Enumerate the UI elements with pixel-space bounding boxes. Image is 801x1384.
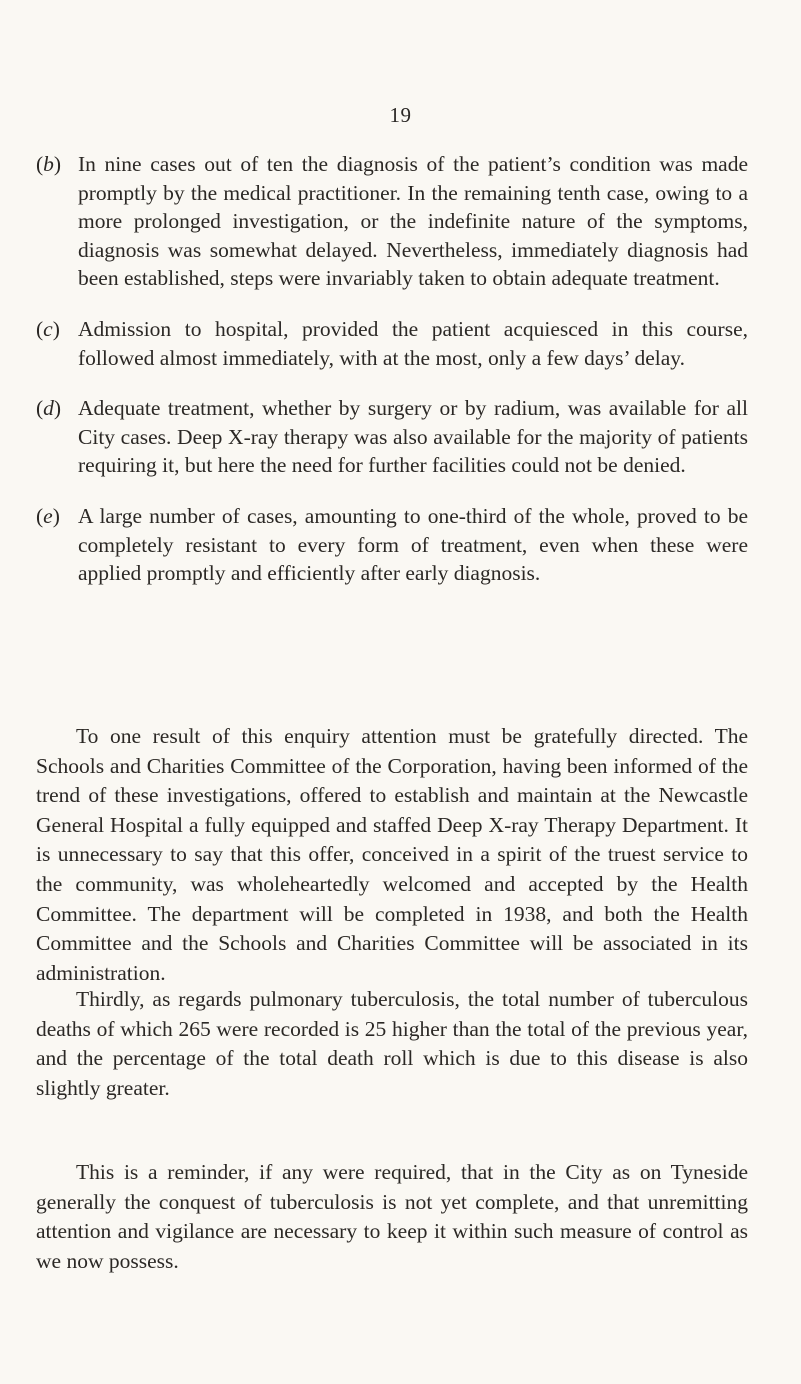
page-number: 19 xyxy=(389,103,412,127)
list-item-e xyxy=(36,502,748,588)
paragraph-tuberculosis-reminder: This is a reminder, if any were required, that in the City as on Tyneside generally the conquest of tuberculosis is not yet complete, and that unremitting attention and vigilance are necessary to keep it within such measure of control as we now possess. xyxy=(36,1160,748,1273)
paragraph-tuberculosis-deaths: Thirdly, as regards pulmonary tuberculosis, the total number of tuberculous deaths of which 265 were recorded is 25 higher than the total of the previous year, and the percentage of the total death roll which is due to this disease is also slightly greater. xyxy=(36,987,748,1100)
list-item-text-b: In nine cases out of ten the diagnosis of the patient’s condition was made promptly by the medical practitioner. In the remaining tenth case, owing to a more prolonged investigation, or the indefinite nature of the symptoms, diagnosis was somewhat delayed. Nevertheless, immediately diagnosis had been established, steps were invariably taken to obtain adequate treatment. xyxy=(78,152,748,291)
list-marker-e: (e) xyxy=(36,503,60,528)
list-marker-b: (b) xyxy=(36,152,62,176)
list-item-text-d: Adequate treatment, whether by surgery or by radium, was available for all City cases. Deep X-ray therapy was also available for the majority of patients requiring it, but here the need for further facilities could not be denied. xyxy=(78,396,748,478)
list-item-c xyxy=(36,315,748,372)
paragraph-deep-xray-department: To one result of this enquiry attention must be gratefully directed. The Schools and Charities Committee of the Corporation, having been informed of the trend of these investigations, offered to establish and maintain at the Newcastle General Hospital a fully equipped and staffed Deep X-ray Therapy Department. It is unnecessary to say that this offer, conceived in a spirit of the truest service to the community, was wholeheartedly welcomed and accepted by the Health Committee. The department will be completed in 1938, and both the Health Committee and the Schools and Charities Committee will be associated in its administration. xyxy=(36,724,748,985)
list-item-d xyxy=(36,394,748,480)
list-item-b xyxy=(36,150,748,293)
list-marker-d: (d) xyxy=(36,396,62,421)
list-marker-c: (c) xyxy=(36,316,60,341)
lettered-list xyxy=(36,150,748,610)
list-item-text-c: Admission to hospital, provided the patient acquiesced in this course, followed almost immediately, with at the most, only a few days’ delay. xyxy=(78,316,748,370)
list-item-text-e: A large number of cases, amounting to one-third of the whole, proved to be completely resistant to every form of treatment, even when these were applied promptly and efficiently after early diagnosis. xyxy=(78,503,748,586)
